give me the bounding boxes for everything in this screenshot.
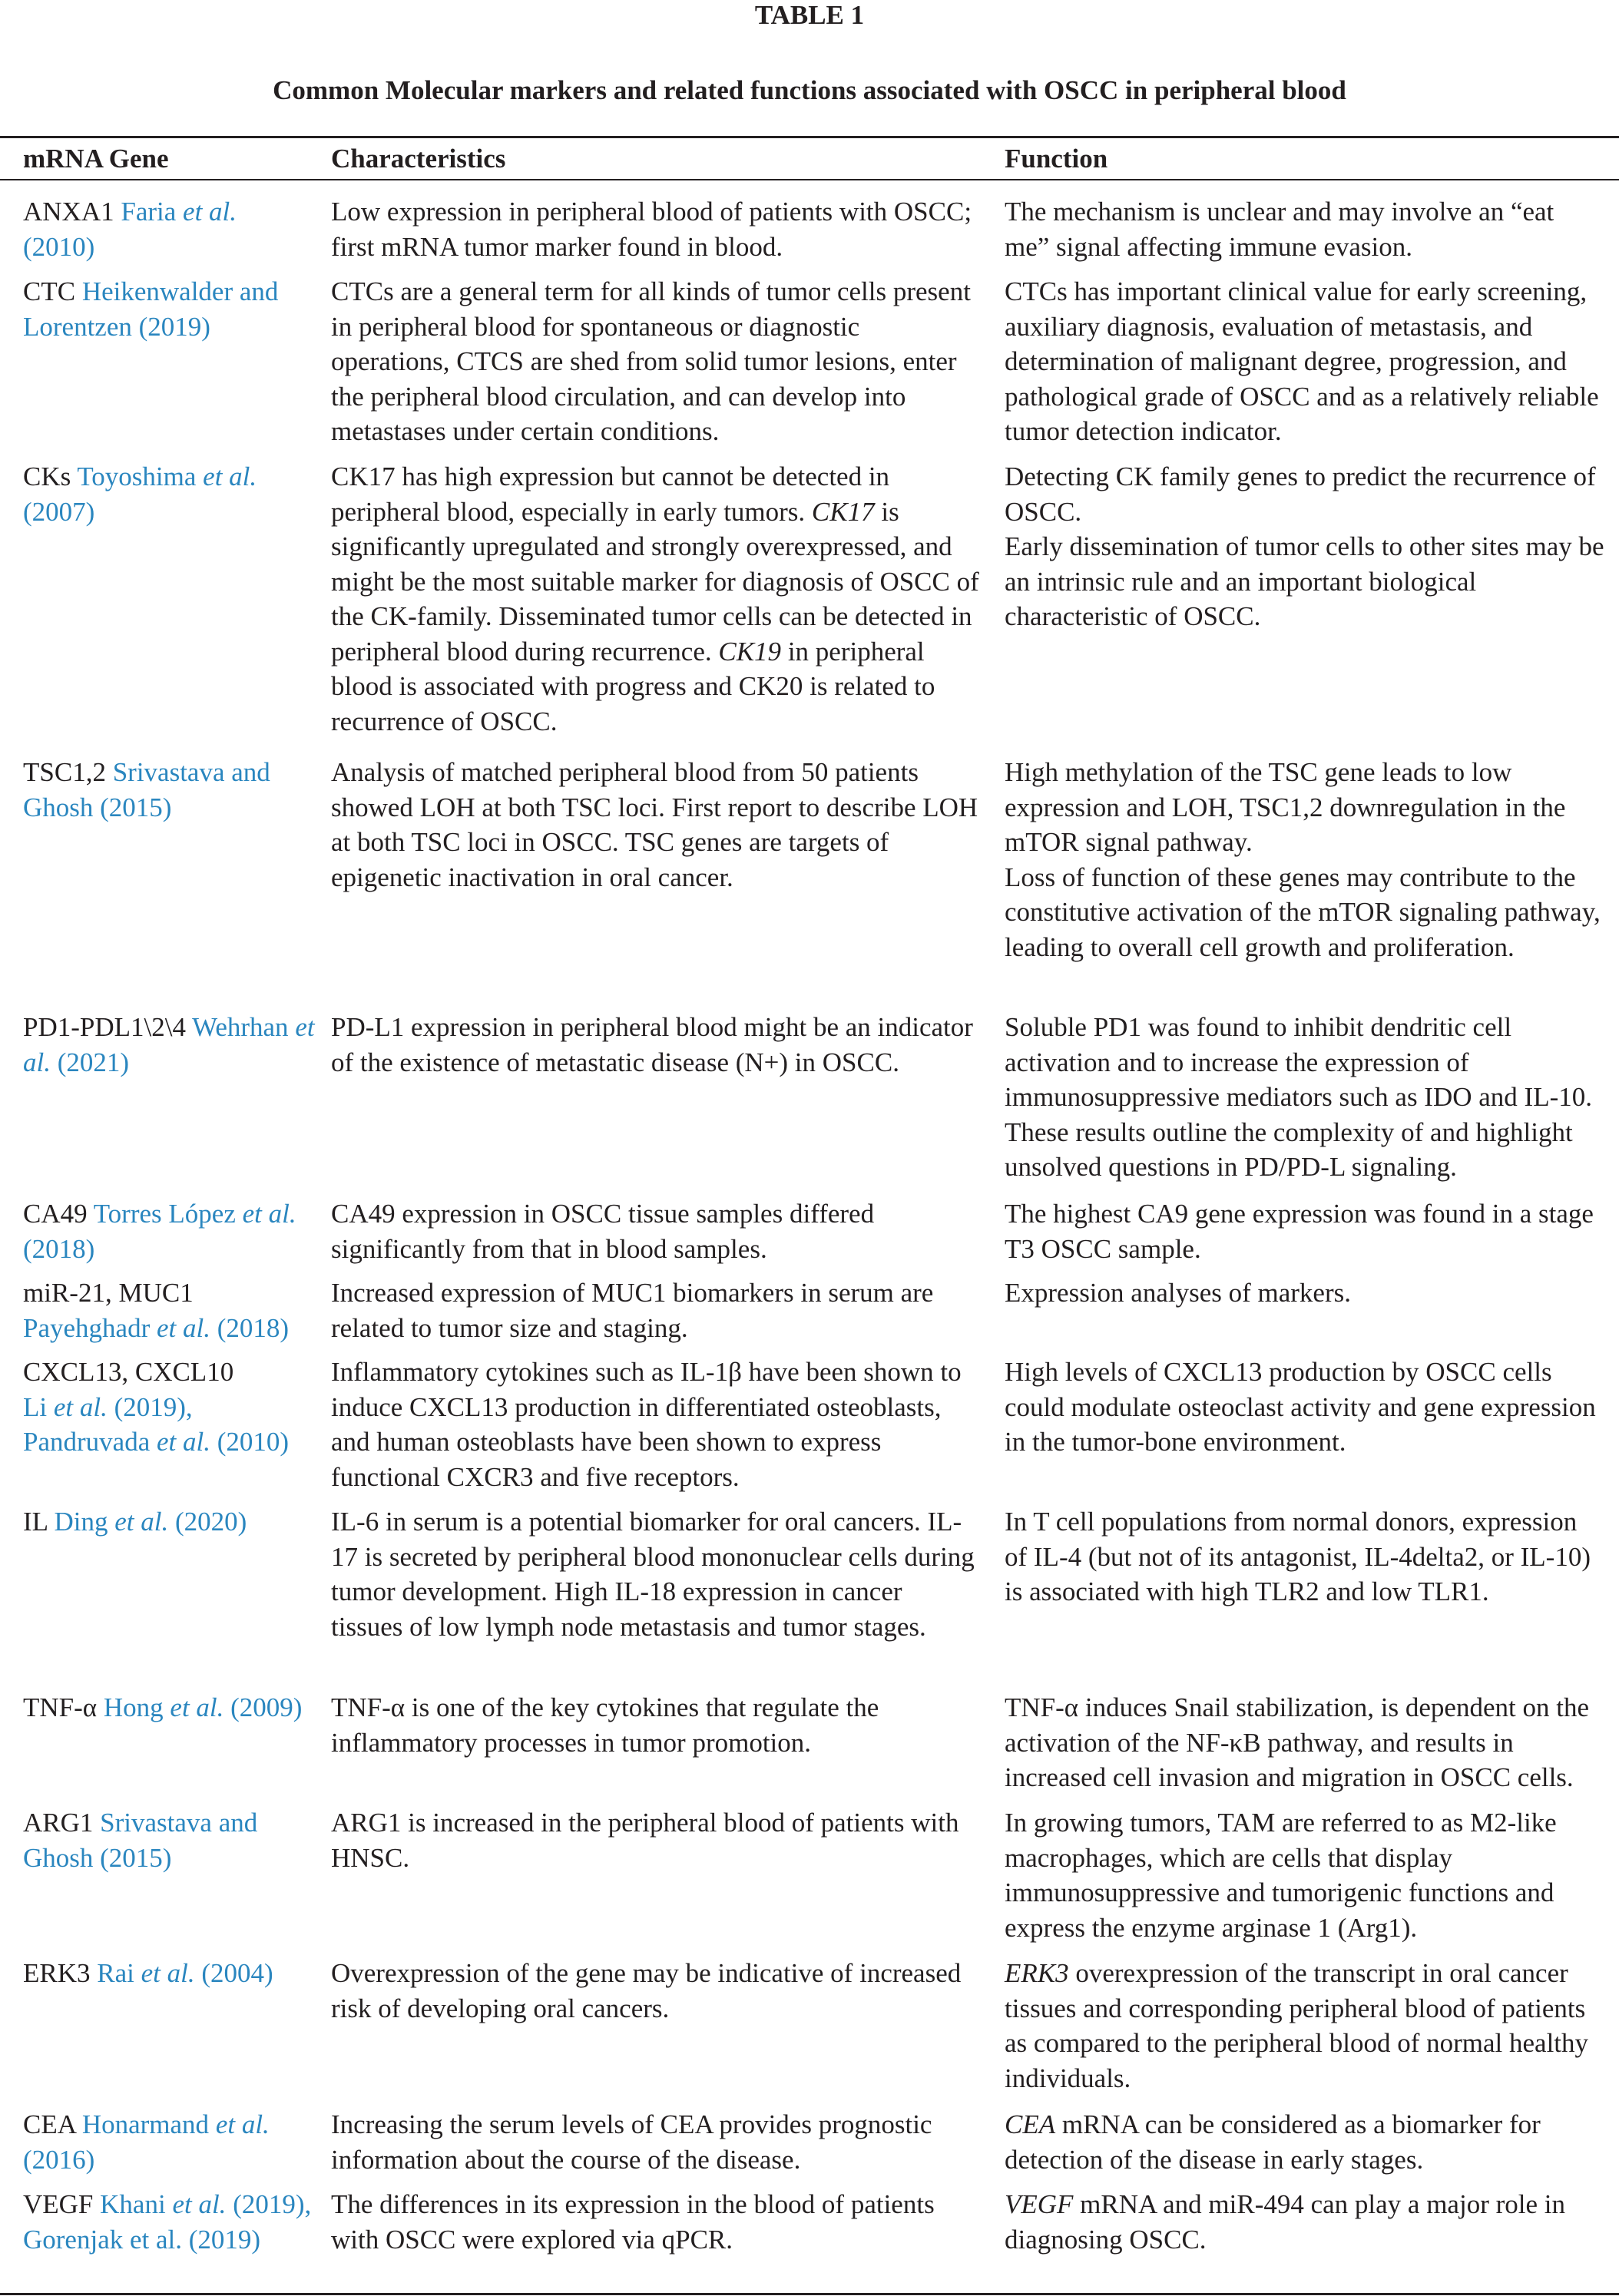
gene-name: CXCL13, CXCL10 [23, 1357, 234, 1387]
citation-link[interactable]: Wehrhan et al. (2021) [23, 1012, 315, 1077]
gene-name: IL [23, 1507, 48, 1537]
citation-link[interactable]: Payehghadr et al. (2018) [23, 1312, 290, 1343]
gene-name: CTC [23, 276, 76, 306]
gene-name: PD1-PDL1\2\4 [23, 1012, 186, 1042]
table-title: Common Molecular markers and related functions associated with OSCC in peripheral blood [273, 75, 1346, 105]
gene-cell [23, 459, 315, 529]
table-row [0, 1956, 1619, 2107]
citation-link[interactable]: Heikenwalder and Lorentzen (2019) [23, 276, 279, 342]
table-row [0, 2107, 1619, 2187]
table-body [0, 194, 1619, 2294]
table-row [0, 1275, 1619, 1355]
citation-link[interactable]: Torres López et al. (2018) [23, 1199, 296, 1264]
citation-link[interactable]: Hong et al. (2009) [103, 1692, 303, 1722]
citation-link[interactable]: Toyoshima et al. (2007) [23, 462, 257, 527]
function-cell: VEGF mRNA and miR-494 can play a major role in diagnosing OSCC. [1005, 2189, 1565, 2255]
column-header-function: Function [1005, 144, 1108, 174]
column-header-characteristics: Characteristics [331, 144, 506, 174]
citation-link[interactable]: Khani et al. (2019), [100, 2189, 312, 2219]
characteristics-cell: IL-6 in serum is a potential biomarker for oral cancers. IL-17 is secreted by peripheral blood mononuclear cells during tumor development. High IL-18 expression in cancer tissues of low lymph node metastasis and tumor stages. [331, 1507, 975, 1642]
function-cell: High levels of CXCL13 production by OSCC cells could modulate osteoclast activity and gene expression in the tumor-bone environment. [1005, 1357, 1596, 1457]
characteristics-cell: Low expression in peripheral blood of patients with OSCC; first mRNA tumor marker found in blood. [331, 197, 972, 262]
characteristics-cell: CA49 expression in OSCC tissue samples differed significantly from that in blood samples. [331, 1199, 875, 1264]
gene-cell [23, 1956, 315, 1991]
table-row [0, 1504, 1619, 1690]
gene-name: CA49 [23, 1199, 88, 1229]
table-row [0, 2187, 1619, 2294]
function-cell: High methylation of the TSC gene leads to low expression and LOH, TSC1,2 downregulation in the mTOR signal pathway. Loss of function of these genes may contribute to the constitutive activation of the mTOR signaling pathway, leading to overall cell growth and proliferation. [1005, 757, 1601, 962]
gene-cell [23, 755, 315, 825]
top-rule [0, 136, 1619, 138]
function-cell: Detecting CK family genes to predict the recurrence of OSCC. Early dissemination of tumor cells to other sites may be an intrinsic rule and an important biological characteristic of OSCC. [1005, 462, 1604, 631]
table-row [0, 1805, 1619, 1956]
citation-link[interactable]: Srivastava and Ghosh (2015) [23, 1808, 258, 1873]
characteristics-cell: ARG1 is increased in the peripheral blood of patients with HNSC. [331, 1808, 959, 1873]
header-rule [0, 179, 1619, 180]
gene-cell [23, 1805, 315, 1875]
gene-name: ANXA1 [23, 197, 114, 227]
characteristics-cell: The differences in its expression in the blood of patients with OSCC were explored via qPCR. [331, 2189, 935, 2255]
table-row [0, 1196, 1619, 1275]
gene-cell [23, 1690, 315, 1725]
table-row [0, 1355, 1619, 1504]
characteristics-cell: TNF-α is one of the key cytokines that regulate the inflammatory processes in tumor promotion. [331, 1692, 879, 1758]
characteristics-cell: Inflammatory cytokines such as IL-1β have been shown to induce CXCL13 production in differentiated osteoblasts, and human osteoblasts have been shown to express functional CXCR3 and five receptors. [331, 1357, 962, 1492]
table-row [0, 1690, 1619, 1805]
bottom-rule [0, 2293, 1619, 2295]
function-cell: CTCs has important clinical value for early screening, auxiliary diagnosis, evaluation of metastasis, and determination of malignant degree, progression, and pathological grade of OSCC and as a relatively reliable tumor detection indicator. [1005, 276, 1599, 446]
characteristics-cell: CK17 has high expression but cannot be detected in peripheral blood, especially in early tumors. CK17 is significantly upregulated and strongly overexpressed, and might be the most suitable marker for diagnosis of OSCC of the CK-family. Disseminated tumor cells can be detected in peripheral blood during recurrence. CK19 in peripheral blood is associated with progress and CK20 is related to recurrence of OSCC. [331, 462, 979, 736]
characteristics-cell: Increasing the serum levels of CEA provides prognostic information about the course of the disease. [331, 2109, 932, 2175]
function-cell: ERK3 overexpression of the transcript in oral cancer tissues and corresponding peripheral blood of patients as compared to the peripheral blood of normal healthy individuals. [1005, 1958, 1589, 2093]
gene-name: ERK3 [23, 1958, 91, 1988]
citation-link[interactable]: Pandruvada et al. (2010) [23, 1427, 290, 1457]
citation-link[interactable]: Rai et al. (2004) [97, 1958, 273, 1988]
gene-cell [23, 1196, 315, 1266]
gene-name: miR-21, MUC1 [23, 1278, 194, 1308]
table-row [0, 459, 1619, 755]
table-header [0, 142, 1619, 176]
gene-cell [23, 1355, 315, 1460]
citation-link[interactable]: Honarmand et al. (2016) [23, 2109, 270, 2175]
function-cell: In growing tumors, TAM are referred to as M2-like macrophages, which are cells that display immunosuppressive and tumorigenic functions and express the enzyme arginase 1 (Arg1). [1005, 1808, 1557, 1943]
table-row [0, 194, 1619, 274]
function-cell: CEA mRNA can be considered as a biomarker for detection of the disease in early stages. [1005, 2109, 1541, 2175]
gene-cell [23, 1504, 315, 1540]
citation-link[interactable]: Li et al. (2019), [23, 1391, 193, 1422]
gene-name: ARG1 [23, 1808, 94, 1838]
citation-link[interactable]: Faria et al. (2010) [23, 197, 237, 262]
function-cell: In T cell populations from normal donors, expression of IL-4 (but not of its antagonist, IL-4delta2, or IL-10) is associated with high TLR2 and low TLR1. [1005, 1507, 1591, 1606]
gene-cell [23, 2107, 315, 2177]
gene-cell [23, 1275, 315, 1345]
gene-cell [23, 274, 315, 344]
gene-name: TNF-α [23, 1692, 98, 1722]
function-cell: Expression analyses of markers. [1005, 1278, 1351, 1308]
function-cell: Soluble PD1 was found to inhibit dendritic cell activation and to increase the expression of immunosuppressive mediators such as IDO and IL-10. These results outline the complexity of and highlight unsolved questions in PD/PD-L signaling. [1005, 1012, 1592, 1182]
gene-name: VEGF [23, 2189, 94, 2219]
gene-cell [23, 2187, 315, 2257]
citation-link[interactable]: Gorenjak et al. (2019) [23, 2224, 261, 2255]
characteristics-cell: Analysis of matched peripheral blood from 50 patients showed LOH at both TSC loci. First report to describe LOH at both TSC loci in OSCC. TSC genes are targets of epigenetic inactivation in oral cancer. [331, 757, 978, 892]
table-row [0, 274, 1619, 459]
table-row [0, 755, 1619, 1010]
citation-link[interactable]: Srivastava and Ghosh (2015) [23, 757, 270, 822]
function-cell: The highest CA9 gene expression was found in a stage T3 OSCC sample. [1005, 1199, 1594, 1264]
characteristics-cell: Overexpression of the gene may be indicative of increased risk of developing oral cancers. [331, 1958, 962, 2023]
table-row [0, 1010, 1619, 1196]
function-cell: The mechanism is unclear and may involve an “eat me” signal affecting immune evasion. [1005, 197, 1554, 262]
table-number: TABLE 1 [754, 0, 865, 30]
gene-name: CEA [23, 2109, 76, 2139]
citation-link[interactable]: Ding et al. (2020) [54, 1507, 247, 1537]
gene-cell [23, 194, 315, 264]
gene-name: TSC1,2 [23, 757, 106, 787]
function-cell: TNF-α induces Snail stabilization, is dependent on the activation of the NF-κB pathway, and results in increased cell invasion and migration in OSCC cells. [1005, 1692, 1589, 1792]
characteristics-cell: Increased expression of MUC1 biomarkers in serum are related to tumor size and staging. [331, 1278, 934, 1343]
characteristics-cell: CTCs are a general term for all kinds of tumor cells present in peripheral blood for spontaneous or diagnostic operations, CTCS are shed from solid tumor lesions, enter the peripheral blood circulation, and can develop into metastases under certain conditions. [331, 276, 971, 446]
column-header-gene: mRNA Gene [23, 144, 169, 174]
gene-name: CKs [23, 462, 71, 491]
gene-cell [23, 1010, 315, 1080]
characteristics-cell: PD-L1 expression in peripheral blood might be an indicator of the existence of metastatic disease (N+) in OSCC. [331, 1012, 973, 1077]
